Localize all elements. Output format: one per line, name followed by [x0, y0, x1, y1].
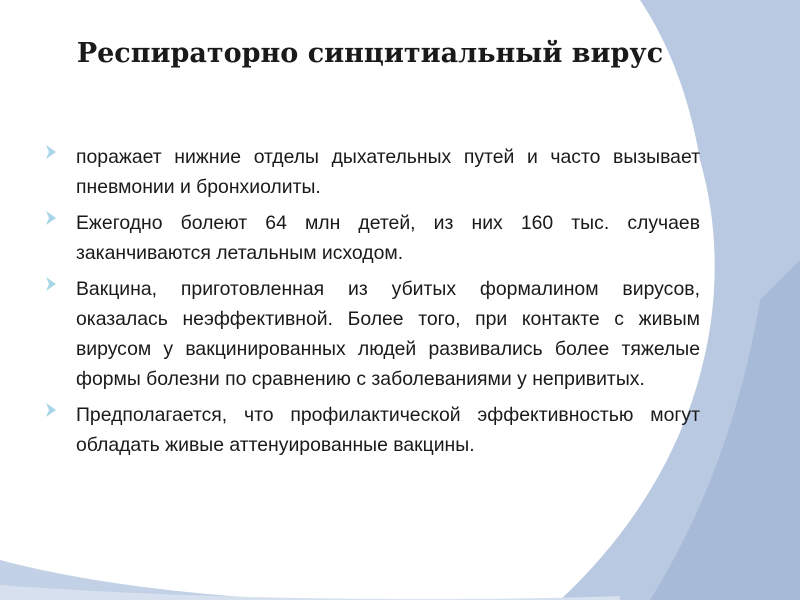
bullet-arrow-icon: [44, 144, 58, 160]
bullet-arrow-icon: [44, 210, 58, 226]
bullet-text: Вакцина, приготовленная из убитых формалином вирусов, оказалась неэффективной. Более того, при контакте с живым вирусом у вакцинированных людей развивались более тяжелые формы болезни по сравнению с заболеваниями у непривитых.: [76, 278, 700, 390]
bullet-arrow-icon: [44, 276, 58, 292]
bullet-text: поражает нижние отделы дыхательных путей и часто вызывает пневмонии и бронхиолиты.: [76, 146, 700, 198]
bullet-text: Предполагается, что профилактической эффективностью могут обладать живые аттенуированные вакцины.: [76, 404, 700, 456]
bullet-arrow-icon: [44, 402, 58, 418]
slide-title: Респираторно синцитиальный вирус: [76, 38, 664, 69]
bullet-item: [44, 142, 700, 202]
bullet-item: [44, 400, 700, 460]
bullet-list: [44, 142, 700, 466]
bullet-item: [44, 274, 700, 394]
bullet-text: Ежегодно болеют 64 млн детей, из них 160 тыс. случаев заканчиваются летальным исходом.: [76, 212, 700, 264]
bullet-item: [44, 208, 700, 268]
